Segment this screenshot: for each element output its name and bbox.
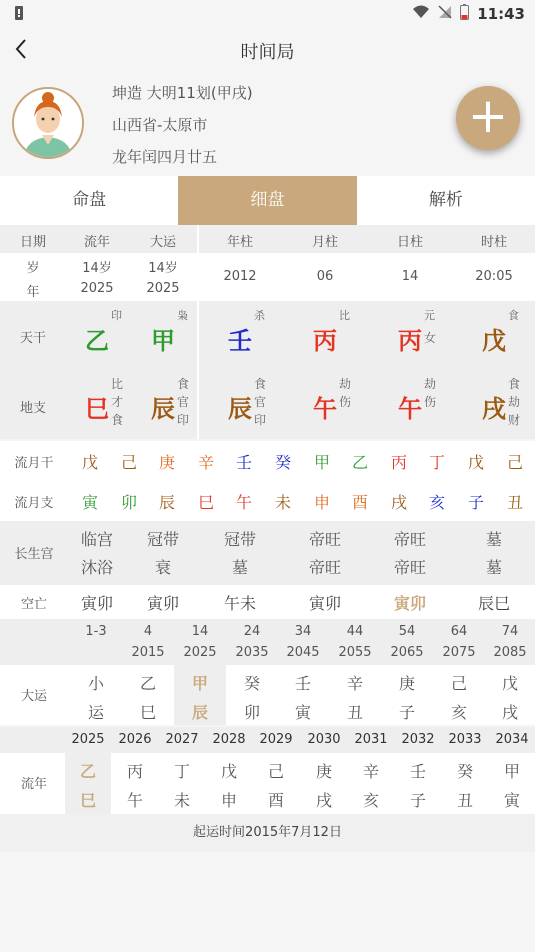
- dayun-column[interactable]: [70, 665, 122, 725]
- age-row: [0, 253, 535, 301]
- liunian-zhi: 巳: [79, 791, 96, 810]
- dayun-column[interactable]: [381, 665, 433, 725]
- liunian-column[interactable]: [159, 753, 205, 814]
- dayun-gan: 乙: [139, 674, 156, 693]
- liunian-zhi: 丑: [456, 791, 473, 810]
- liuyue-gan[interactable]: 戊: [467, 453, 484, 472]
- dayun-column[interactable]: [122, 665, 174, 725]
- liuyue-zhi[interactable]: 巳: [197, 493, 214, 512]
- tiangan-char: 戊: [482, 327, 506, 355]
- tiangan-shishen: 印: [111, 309, 122, 322]
- dayun-gan: 壬: [294, 674, 311, 693]
- changsheng-bottom: 帝旺: [308, 558, 341, 577]
- kongwang-value: 寅卯: [146, 594, 179, 613]
- liuyue-zhi[interactable]: 辰: [158, 493, 175, 512]
- liuyue-zhi-row: [0, 481, 535, 521]
- liuyue-gan[interactable]: 壬: [235, 453, 252, 472]
- liunian-column[interactable]: [442, 753, 488, 814]
- tiangan-char: 乙: [85, 327, 109, 355]
- liuyue-gan[interactable]: 己: [506, 453, 523, 472]
- liuyue-gan[interactable]: 甲: [313, 453, 330, 472]
- liuyue-zhi-label: 流月支: [14, 496, 54, 511]
- dayun-zhi: 子: [398, 703, 415, 722]
- dizhi-canggan: 伤: [424, 395, 437, 409]
- liunian-gan: 癸: [456, 762, 473, 781]
- pillar-value: 14: [401, 269, 419, 284]
- tiangan-label: 天干: [19, 331, 46, 346]
- profile-info: [112, 80, 253, 176]
- changsheng-top: 帝旺: [308, 530, 341, 549]
- dayun-year: 2025: [146, 281, 180, 296]
- liunian-gan: 辛: [362, 762, 379, 781]
- dayun-gan: 小: [87, 674, 104, 693]
- dayun-start-year: 2035: [235, 645, 269, 660]
- liuyue-gan[interactable]: 丙: [390, 453, 407, 472]
- tiangan-gender: 女: [424, 331, 437, 345]
- dizhi-canggan: 印: [177, 413, 190, 427]
- dayun-start-age: 64: [450, 624, 468, 639]
- dizhi-char: 戌: [482, 395, 506, 423]
- liunian-gan: 庚: [315, 762, 332, 781]
- tab-xipan[interactable]: 细盘: [178, 176, 356, 225]
- tiangan-char: 壬: [228, 327, 252, 355]
- liuyue-gan[interactable]: 丁: [428, 453, 445, 472]
- liunian-column[interactable]: [489, 753, 535, 814]
- liunian-zhi: 寅: [503, 791, 520, 810]
- liuyue-zhi[interactable]: 未: [274, 493, 291, 512]
- header-6: 时柱: [480, 235, 507, 250]
- header-2: 大运: [149, 235, 176, 250]
- pillar-divider: [197, 253, 199, 301]
- changsheng-bottom: 墓: [485, 558, 502, 577]
- tiangan-char: 丙: [313, 327, 337, 355]
- liunian-zhi: 午: [126, 791, 143, 810]
- changsheng-top: 冠带: [223, 530, 256, 549]
- status-bar: [0, 0, 535, 28]
- dizhi-row: [0, 369, 535, 439]
- profile-location: 山西省-太原市: [112, 116, 208, 134]
- profile-section: [0, 72, 535, 176]
- liunian-gan: 丁: [173, 762, 190, 781]
- dayun-zhi: 亥: [450, 703, 467, 722]
- clock: 11:43: [477, 5, 525, 23]
- dayun-start-age: 24: [243, 624, 261, 639]
- changsheng-bottom: 衰: [154, 558, 171, 577]
- dizhi-canggan: 劫: [424, 377, 437, 391]
- dizhi-char: 辰: [228, 395, 252, 423]
- pillar-divider: [197, 301, 199, 369]
- dayun-start-age: 34: [294, 624, 312, 639]
- dayun-start-year: 2065: [390, 645, 424, 660]
- sim-alert-icon: [14, 5, 24, 25]
- liuyue-gan[interactable]: 庚: [158, 453, 175, 472]
- liunian-gan: 壬: [409, 762, 426, 781]
- kongwang-value: 寅卯: [80, 594, 113, 613]
- plus-icon: +: [467, 88, 509, 144]
- dizhi-canggan: 比: [111, 377, 124, 391]
- liunian-gan: 甲: [503, 762, 520, 781]
- liunian-gan: 己: [267, 762, 284, 781]
- changsheng-row: [0, 521, 535, 585]
- changsheng-bottom: 沐浴: [80, 558, 113, 577]
- dayun-label: 大运: [20, 689, 47, 704]
- changsheng-bottom: 墓: [231, 558, 248, 577]
- dayun-column[interactable]: [329, 665, 381, 725]
- header-1: 流年: [83, 235, 110, 250]
- tiangan-shishen: 元: [424, 309, 435, 322]
- liuyue-gan[interactable]: 癸: [274, 453, 291, 472]
- dayun-gan: 辛: [346, 674, 363, 693]
- dizhi-canggan: 才: [111, 395, 124, 409]
- dayun-start-age: 54: [398, 624, 416, 639]
- liuyue-zhi[interactable]: 卯: [120, 493, 137, 512]
- header-5: 日柱: [396, 235, 423, 250]
- app-bar: [0, 28, 535, 72]
- changsheng-top: 帝旺: [393, 530, 426, 549]
- liunian-year: 2027: [165, 732, 199, 747]
- dayun-zhi: 戌: [501, 703, 518, 722]
- dayun-column[interactable]: [277, 665, 329, 725]
- dizhi-canggan: 财: [508, 413, 521, 427]
- changsheng-top: 临宫: [80, 530, 113, 549]
- header-4: 月柱: [311, 235, 338, 250]
- liunian-column[interactable]: [65, 753, 111, 814]
- dayun-start-year: 2045: [286, 645, 320, 660]
- dayun-zhi: 卯: [243, 703, 260, 722]
- dayun-zhi: 寅: [294, 703, 311, 722]
- dayun-gan: 甲: [191, 674, 208, 693]
- liunian-year: 2030: [307, 732, 341, 747]
- liunian-zhi: 子: [409, 791, 426, 810]
- liuyue-zhi[interactable]: 戌: [390, 493, 407, 512]
- liuyue-gan-row: [0, 441, 535, 481]
- liunian-column[interactable]: [301, 753, 347, 814]
- liunian-column[interactable]: [348, 753, 394, 814]
- liuyue-zhi[interactable]: 亥: [428, 493, 445, 512]
- age-label-sui: 岁: [26, 261, 40, 276]
- pillar-header-row: [0, 225, 535, 253]
- dizhi-char: 辰: [151, 395, 175, 423]
- dizhi-canggan: 劫: [508, 395, 521, 409]
- liunian-year-row: [0, 727, 535, 753]
- dayun-gan: 戊: [501, 674, 518, 693]
- liuyue-zhi[interactable]: 子: [467, 493, 484, 512]
- tiangan-shishen: 食: [508, 309, 519, 322]
- dizhi-canggan: 食: [254, 377, 267, 391]
- dayun-start-year: 2075: [442, 645, 476, 660]
- tiangan-shishen: 比: [339, 309, 350, 322]
- profile-name: 坤造 大明11划(甲戌): [112, 84, 253, 102]
- changsheng-label: 长生宫: [14, 547, 54, 562]
- liuyue-gan-label: 流月干: [14, 456, 54, 471]
- liuyue-gan[interactable]: 乙: [351, 453, 368, 472]
- liunian-year: 2029: [259, 732, 293, 747]
- tiangan-shishen: 枭: [177, 309, 188, 322]
- pillar-value: 2012: [223, 269, 257, 284]
- tiangan-char: 丙: [398, 327, 422, 355]
- dayun-zhi: 运: [87, 703, 104, 722]
- liunian-column[interactable]: [253, 753, 299, 814]
- tiangan-shishen: 杀: [254, 309, 265, 322]
- liunian-zhi: 戌: [315, 791, 332, 810]
- liunian-column[interactable]: [206, 753, 252, 814]
- dizhi-label: 地支: [19, 401, 46, 416]
- profile-lunar-date: 龙年闰四月廿五: [112, 148, 218, 166]
- wifi-icon: [412, 5, 430, 23]
- liunian-gan: 乙: [79, 762, 96, 781]
- liunian-gan: 丙: [126, 762, 143, 781]
- dayun-column[interactable]: [484, 665, 535, 725]
- liunian-column[interactable]: [395, 753, 441, 814]
- dizhi-canggan: 食: [508, 377, 521, 391]
- liunian-year: 2026: [118, 732, 152, 747]
- dayun-start-age: 44: [346, 624, 364, 639]
- pillar-divider: [197, 225, 199, 253]
- liunian-zhi: 酉: [267, 791, 284, 810]
- liunian-year: 2032: [401, 732, 435, 747]
- header-3: 年柱: [226, 235, 253, 250]
- age-label-year: 年: [26, 285, 40, 300]
- liunian-year: 2031: [354, 732, 388, 747]
- dizhi-canggan: 食: [111, 413, 124, 427]
- liunian-zhi: 未: [173, 791, 190, 810]
- liuyue-gan[interactable]: 戊: [81, 453, 98, 472]
- liuyue-gan[interactable]: 辛: [197, 453, 214, 472]
- liuyue-gan[interactable]: 己: [120, 453, 137, 472]
- avatar[interactable]: [12, 87, 84, 159]
- dayun-start-year: 2015: [131, 645, 165, 660]
- dizhi-char: 午: [313, 395, 337, 423]
- dayun-zhi: 巳: [139, 703, 156, 722]
- add-button[interactable]: [456, 86, 520, 150]
- liuyue-zhi[interactable]: 酉: [351, 493, 368, 512]
- dayun-start-age: 74: [501, 624, 519, 639]
- dizhi-canggan: 劫: [339, 377, 352, 391]
- kongwang-value: 寅卯: [393, 594, 426, 613]
- no-signal-icon: [438, 5, 452, 23]
- footer-start-time: 起运时间2015年7月12日: [0, 814, 535, 852]
- liuyue-zhi[interactable]: 丑: [506, 493, 523, 512]
- dayun-row: [0, 665, 535, 725]
- dayun-age: 14岁: [148, 261, 178, 276]
- dayun-zhi: 辰: [191, 703, 208, 722]
- kongwang-value: 午未: [223, 594, 256, 613]
- changsheng-top: 冠带: [146, 530, 179, 549]
- liunian-age: 14岁: [82, 261, 112, 276]
- kongwang-row: [0, 585, 535, 619]
- liunian-year: 2034: [495, 732, 529, 747]
- liunian-year: 2025: [71, 732, 105, 747]
- battery-icon: [460, 4, 469, 24]
- dayun-gan: 己: [450, 674, 467, 693]
- dizhi-canggan: 食: [177, 377, 190, 391]
- dayun-gan: 庚: [398, 674, 415, 693]
- liunian-gan: 戊: [220, 762, 237, 781]
- liunian-row: [0, 753, 535, 814]
- dizhi-canggan: 官: [177, 395, 190, 409]
- liuyue-zhi[interactable]: 申: [313, 493, 330, 512]
- dizhi-canggan: 伤: [339, 395, 352, 409]
- pillar-divider: [197, 369, 199, 439]
- liunian-column[interactable]: [112, 753, 158, 814]
- pillar-value: 20:05: [475, 269, 513, 284]
- header-0: 日期: [19, 235, 46, 250]
- liunian-zhi: 申: [220, 791, 237, 810]
- tiangan-char: 甲: [151, 327, 175, 355]
- dizhi-char: 巳: [85, 395, 109, 423]
- liunian-year: 2028: [212, 732, 246, 747]
- changsheng-bottom: 帝旺: [393, 558, 426, 577]
- tab-mingpan[interactable]: 命盘: [72, 190, 107, 210]
- tab-jiexi[interactable]: 解析: [428, 190, 463, 210]
- dayun-column[interactable]: [226, 665, 278, 725]
- pillar-value: 06: [316, 269, 334, 284]
- dayun-start-year: 2025: [183, 645, 217, 660]
- tab-bar: [0, 176, 535, 225]
- dayun-start-year: 2085: [493, 645, 527, 660]
- tiangan-row: [0, 301, 535, 369]
- dayun-start-age: 1-3: [85, 624, 107, 639]
- kongwang-label: 空亡: [20, 597, 47, 612]
- dayun-start-age: 14: [191, 624, 209, 639]
- dayun-column[interactable]: [433, 665, 485, 725]
- dayun-start-year: 2055: [338, 645, 372, 660]
- liuyue-zhi[interactable]: 寅: [81, 493, 98, 512]
- dizhi-canggan: 官: [254, 395, 267, 409]
- dayun-age-row: [0, 619, 535, 665]
- liuyue-zhi[interactable]: 午: [235, 493, 252, 512]
- kongwang-value: 寅卯: [308, 594, 341, 613]
- dayun-gan: 癸: [243, 674, 260, 693]
- liunian-year: 2033: [448, 732, 482, 747]
- liunian-zhi: 亥: [362, 791, 379, 810]
- changsheng-top: 墓: [485, 530, 502, 549]
- dayun-start-age: 4: [143, 624, 153, 639]
- page-title: 时间局: [240, 42, 295, 63]
- dizhi-canggan: 印: [254, 413, 267, 427]
- liunian-label: 流年: [20, 777, 47, 792]
- liunian-year: 2025: [80, 281, 114, 296]
- kongwang-value: 辰巳: [477, 594, 510, 613]
- dayun-zhi: 丑: [346, 703, 363, 722]
- dayun-column[interactable]: [174, 665, 226, 725]
- dizhi-char: 午: [398, 395, 422, 423]
